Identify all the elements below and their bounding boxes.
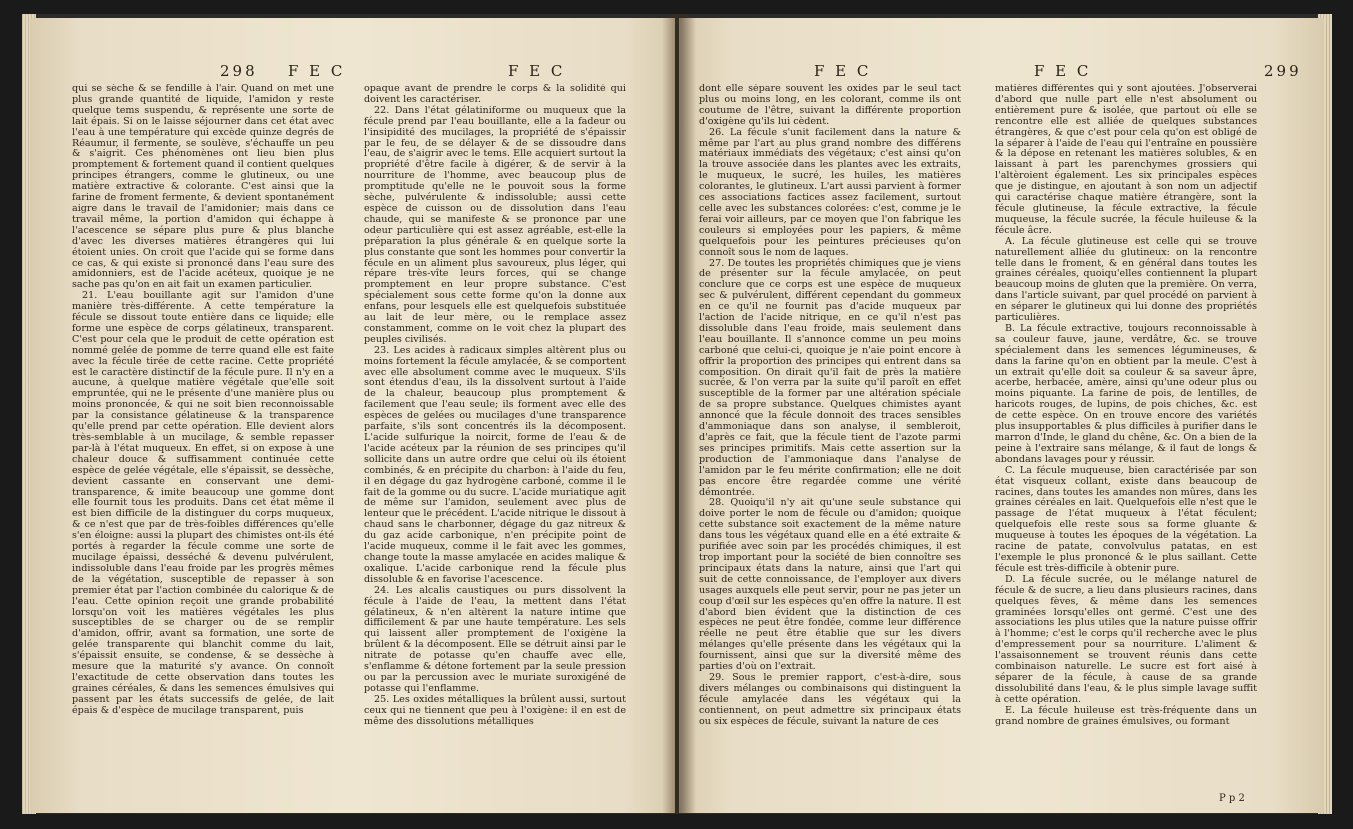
text-column-1 — [699, 84, 961, 804]
paragraph: D. La fécule sucrée, ou le mélange naturel de fécule & de sucre, a lieu dans plusieurs racines, dans quelques fèves, & même dans les semences graminées lorsqu'elles ont germé. C'est une des associations les plus utiles que la nature puisse offrir à l'homme; c'est le corps qu'il recherche avec le plus d'empressement pour sa nourriture. L'aliment & l'assaisonnement se trouvent réunis dans cette combinaison naturelle. Le sucre est fort aisé à séparer de la fécule, à cause de sa grande dissolubilité dans l'eau, & le plus simple lavage suffit à cette opération. — [995, 573, 1257, 705]
paragraph: A. La fécule glutineuse est celle qui se trouve naturellement alliée du glutineux: on la rencontre telle dans le froment, & en général dans toutes les graines céréales, quoiqu'elles contiennent la plupart beaucoup moins de gluten que la première. On verra, dans l'article suivant, par quel procédé on parvient à en séparer le glutineux qui lui donne des propriétés particulières. — [995, 235, 1257, 324]
page-number: 299 — [1264, 62, 1302, 80]
running-head-right: F E C — [508, 62, 566, 80]
paragraph: 24. Les alcalis caustiques ou purs dissolvent la fécule à l'aide de l'eau, la mettent dans l'état gélatineux, & n'en altèrent la nature intime que difficilement & par une haute température. Les sels qui laissent aller promptement de l'oxigène la brûlent & la décomposent. Elle se détruit ainsi par le nitrate de potasse qu'en chauffe avec elle, s'enflamme & détone fortement par la seule pression ou par la percussion avec le muriate suroxigéné de potasse qui l'enflamme. — [364, 584, 626, 694]
text-column-2 — [995, 84, 1257, 804]
paragraph: 21. L'eau bouillante agit sur l'amidon d'une manière très-différente. A cette température la fécule se dissout toute entière dans ce liquide; elle forme une espèce de corps gélatineux, transparent. C'est pour cela que le produit de cette opération est nommé gelée de pomme de terre quand elle est faite avec la fécule tirée de cette racine. Cette propriété est le caractère distinctif de la fécule pure. Il n'y en a aucune, à quelque matière végétale que'elle soit empruntée, qui ne le présente d'une manière plus ou moins prononcée, & qui ne soit bien reconnoissable par la consistance gélatineuse & la transparence qu'elle prend par cette opération. Elle devient alors très-semblable à un mucilage, & semble repasser par-là à l'état muqueux. En effet, si on expose à une chaleur douce & suffisamment continuée cette espèce de gelée végétale, elle s'épaissit, se dessèche, devient cassante en conservant une demi-transparence, & imite beaucoup une gomme dont elle fournit tous les produits. Dans cet état même il est bien difficile de la distinguer du corps muqueux, & ce n'est que par de très-foibles différences qu'elle s'en éloigne: aussi la plupart des chimistes ont-ils été portés à regarder la fécule comme une sorte de mucilage épaissi, desséché & devenu pulvérulent, indissoluble dans l'eau froide par les progrès mêmes de la végétation, susceptible de repasser à son premier état par l'action combinée du calorique & de l'eau. Cette opinion reçoit une grande probabilité lorsqu'on voit les matières végétales les plus susceptibles de se charger ou de se remplir d'amidon, offrir, avant sa formation, une sorte de gelée transparente qui blanchit comme du lait, s'épaissit ensuite, se condense, & se dessèche à mesure que la maturité s'y avance. On connoît l'exactitude de cette observation dans toutes les graines céréales, & dans les semences émulsives qui passent par les états successifs de gelée, de lait épais & d'espèce de mucilage transparent, puis — [72, 290, 334, 716]
paragraph: opaque avant de prendre le corps & la solidité qui doivent les caractériser. — [364, 84, 626, 105]
running-head-left: F E C — [288, 62, 346, 80]
paragraph: 29. Sous le premier rapport, c'est-à-dire, sous divers mélanges ou combinaisons qui distinguent la fécule amylacée dans les végétaux qui la contiennent, on peut admettre six principaux états ou six espèces de fécule, suivant la nature de ces — [699, 671, 961, 727]
paragraph: qui se sèche & se fendille à l'air. Quand on met une plus grande quantité de liquide, l'amidon y reste quelque tems suspendu, & représente une sorte de lait épais. Si on le laisse séjourner dans cet état avec l'eau à une température qui excède quinze degrés de Réaumur, il fermente, se soulève, s'échauffe un peu & s'aigrit. Ces phénomènes ont lieu bien plus promptement & fortement quand il contient quelques principes étrangers, comme le glutineux, ou une matière extractive & colorante. C'est ainsi que la farine de froment fermente, & devient spontanément aigre dans le travail de l'amidonier; mais dans ce travail même, la portion d'amidon qui échappe à l'acescence se sépare plus pure & plus blanche d'avec les diverses matières étrangères qui lui étoient unies. On croit que l'acide qui se forme dans ce cas, & qui existe si prononcé dans l'eau sure des amidonniers, est de l'acide acéteux, quoique je ne sache pas qu'on en ait fait un examen particulier. — [72, 84, 334, 291]
left-page — [30, 18, 675, 813]
text-column-2 — [364, 84, 626, 804]
signature-mark: P p 2 — [1219, 793, 1245, 804]
running-head-right: F E C — [1034, 62, 1092, 80]
paragraph: dont elle sépare souvent les oxides par le seul tact plus ou moins long, en les colorant, comme ils ont coutume de l'être, suivant la différente proportion d'oxigène qu'ils lui cèdent. — [699, 84, 961, 127]
paragraph: B. La fécule extractive, toujours reconnoissable à sa couleur fauve, jaune, verdâtre, &c. se trouve spécialement dans les semences légumineuses, & dans la farine qu'on en obtient par la meule. C'est à un extrait qu'elle doit sa couleur & sa saveur âpre, acerbe, herbacée, amère, ainsi qu'une odeur plus ou moins piquante. La farine de pois, de lentilles, de haricots rouges, de lupins, de pois chiches, &c. est de cette espèce. On en trouve encore des variétés plus insupportables & plus difficiles à purifier dans le marron d'Inde, le gland du chêne, &c. On a bien de la peine à l'extraire sans mélange, & il faut de longs & abondans lavages pour y réussir. — [995, 322, 1257, 465]
text-column-1 — [72, 84, 334, 804]
right-page — [679, 18, 1324, 813]
paragraph: C. La fécule muqueuse, bien caractérisée par son état visqueux collant, existe dans beaucoup de racines, dans toutes les amandes non mûres, dans les graines céréales en lait. Quelquefois elle n'est que le passage de l'état muqueux à l'état féculent; quelquefois elle reste sous sa forme gluante & muqueuse à toutes les époques de la végétation. La racine de patate, convolvulus patatas, en est l'exemple le plus prononcé & le plus saillant. Cette fécule est très-difficile à obtenir pure. — [995, 464, 1257, 574]
paragraph: matières différentes qui y sont ajoutées. J'observerai d'abord que nulle part elle n'est absolument ou entièrement pure & isolée, que partout où elle se rencontre elle est alliée de quelques substances étrangères, & que c'est pour cela qu'on est obligé de la séparer à l'aide de l'eau qui l'entraîne en poussière & la dépose en retenant les matières solubles, & en laissant à part les parenchymes grossiers qui l'altèroient également. Les six principales espèces que je distingue, en ajoutant à son nom un adjectif qui caractérise chaque matière étrangère, sont la fécule glutineuse, la fécule extractive, la fécule muqueuse, la fécule sucrée, la fécule huileuse & la fécule âcre. — [995, 84, 1257, 236]
paragraph: 22. Dans l'état gélatiniforme ou muqueux que la fécule prend par l'eau bouillante, elle a la fadeur ou l'insipidité des mucilages, la propriété de s'épaissir par le feu, de se délayer & de se dissoudre dans l'eau, de s'aigrir avec le tems. Elle acquiert surtout la propriété d'être facile à digérer, & de servir à la nourriture de l'homme, avec beaucoup plus de promptitude qu'elle ne le pouvoit sous la forme sèche, pulvérulente & indissoluble; aussi cette espèce de cuisson ou de dissolution dans l'eau chaude, qui se manifeste & se prononce par une odeur particulière qui est assez agréable, est-elle la préparation la plus générale & en quelque sorte la plus constante que sont les hommes pour convertir la fécule en un aliment plus savoureux, plus léger, qui répare très-vîte leurs forces, qui se change promptement en leur propre substance. C'est spécialement sous cette forme qu'on la donne aux enfans, pour lesquels elle est quelquefois substituée au lait de leur mère, ou le remplace assez constamment, comme on le voit chez la plupart des peuples civilisés. — [364, 104, 626, 345]
paragraph: 26. La fécule s'unit facilement dans la nature & même par l'art au plus grand nombre des différens matériaux immédiats des végétaux; c'est ainsi qu'on la trouve associée dans les plantes avec les extraits, le muqueux, le sucré, les huiles, les matières colorantes, le glutineux. L'art aussi parvient à former ces associations factices assez facilement, surtout celle avec les substances colorées: c'est, comme je le ferai voir ailleurs, par ce moyen que l'on fabrique les couleurs si employées pour les papiers, & même quelquefois pour les peintures précieuses qu'on connoît sous le nom de laques. — [699, 126, 961, 258]
running-head-left: F E C — [814, 62, 872, 80]
paragraph: 28. Quoiqu'il n'y ait qu'une seule substance qui doive porter le nom de fécule ou d'amidon; quoique cette substance soit exactement de la même nature dans tous les végétaux quand elle en a été extraite & purifiée avec soin par les procédés chimiques, il est trop important pour la société de bien connoître ses principaux états dans la nature, ainsi que l'art qui suit de cette connoissance, de l'employer aux divers usages auxquels elle peut servir, pour ne pas jeter un coup d'œil sur les espèces qu'en offre la nature. Il est d'abord bien évident que la distinction de ces espèces ne peut être fondée, comme leur différence réelle ne peut être établie que sur les divers mélanges qu'elle présente dans les végétaux qui la fournissent, ainsi que sur la diversité même des parties d'où on l'extrait. — [699, 497, 961, 673]
paragraph: 27. De toutes les propriétés chimiques que je viens de présenter sur la fécule amylacée, on peut conclure que ce corps est une espèce de muqueux sec & pulvérulent, différent cependant du gommeux en ce qu'il ne fournit pas d'acide muqueux par l'action de l'acide nitrique, en ce qu'il n'est pas dissoluble dans l'eau froide, mais seulement dans l'eau bouillante. Il s'annonce comme un peu moins carboné que celui-ci, quoique je n'aie point encore à offrir la proportion des principes qui entrent dans sa composition. On dirait qu'il fait de près la matière sucrée, & l'on verra par la suite qu'il paroît en effet susceptible de la former par une altération spéciale de sa propre substance. Quelques chimistes ayant annoncé que la fécule donnoit des traces sensibles d'ammoniaque dans son analyse, il sembleroit, d'après ce fait, que la fécule tient de l'azote parmi ses principes primitifs. Mais cette assertion sur la production de l'ammoniaque dans l'analyse de l'amidon par le feu mérite confirmation; elle ne doit pas encore être regardée comme une vérité démontrée. — [699, 257, 961, 498]
paragraph: 23. Les acides à radicaux simples altèrent plus ou moins fortement la fécule amylacée, & se comportent avec elle absolument comme avec le muqueux. S'ils sont étendus d'eau, ils la dissolvent surtout à l'aide de la chaleur, beaucoup plus promptement & facilement que l'eau seule; ils forment avec elle des espèces de gelées ou mucilages d'une transparence parfaite, s'ils sont concentrés ils la décomposent. L'acide sulfurique la noircit, forme de l'eau & de l'acide acéteux par la réunion de ses principes qu'il sollicite dans un autre ordre que celui où ils étoient combinés, & en précipite du charbon: à l'aide du feu, il en dégage du gaz hydrogène carboné, comme il le fait de la gomme ou du sucre. L'acide muriatique agit de même sur l'amidon, seulement avec plus de lenteur que le précédent. L'acide nitrique le dissout à chaud sans le charbonner, dégage du gaz nitreux & du gaz acide carbonique, n'en précipite point de l'acide muqueux, comme il le fait avec les gommes, change toute la masse amylacée en acides malique & oxalique. L'acide carbonique rend la fécule plus dissoluble & en favorise l'acescence. — [364, 344, 626, 585]
book-spread — [22, 14, 1332, 814]
page-number: 298 — [220, 62, 258, 80]
paragraph: 25. Les oxides métalliques la brûlent aussi, surtout ceux qui ne tiennent que peu à l'oxigène: il en est de même des dissolutions métalliques — [364, 693, 626, 727]
paragraph: E. La fécule huileuse est très-fréquente dans un grand nombre de graines émulsives, ou formant — [995, 704, 1257, 727]
